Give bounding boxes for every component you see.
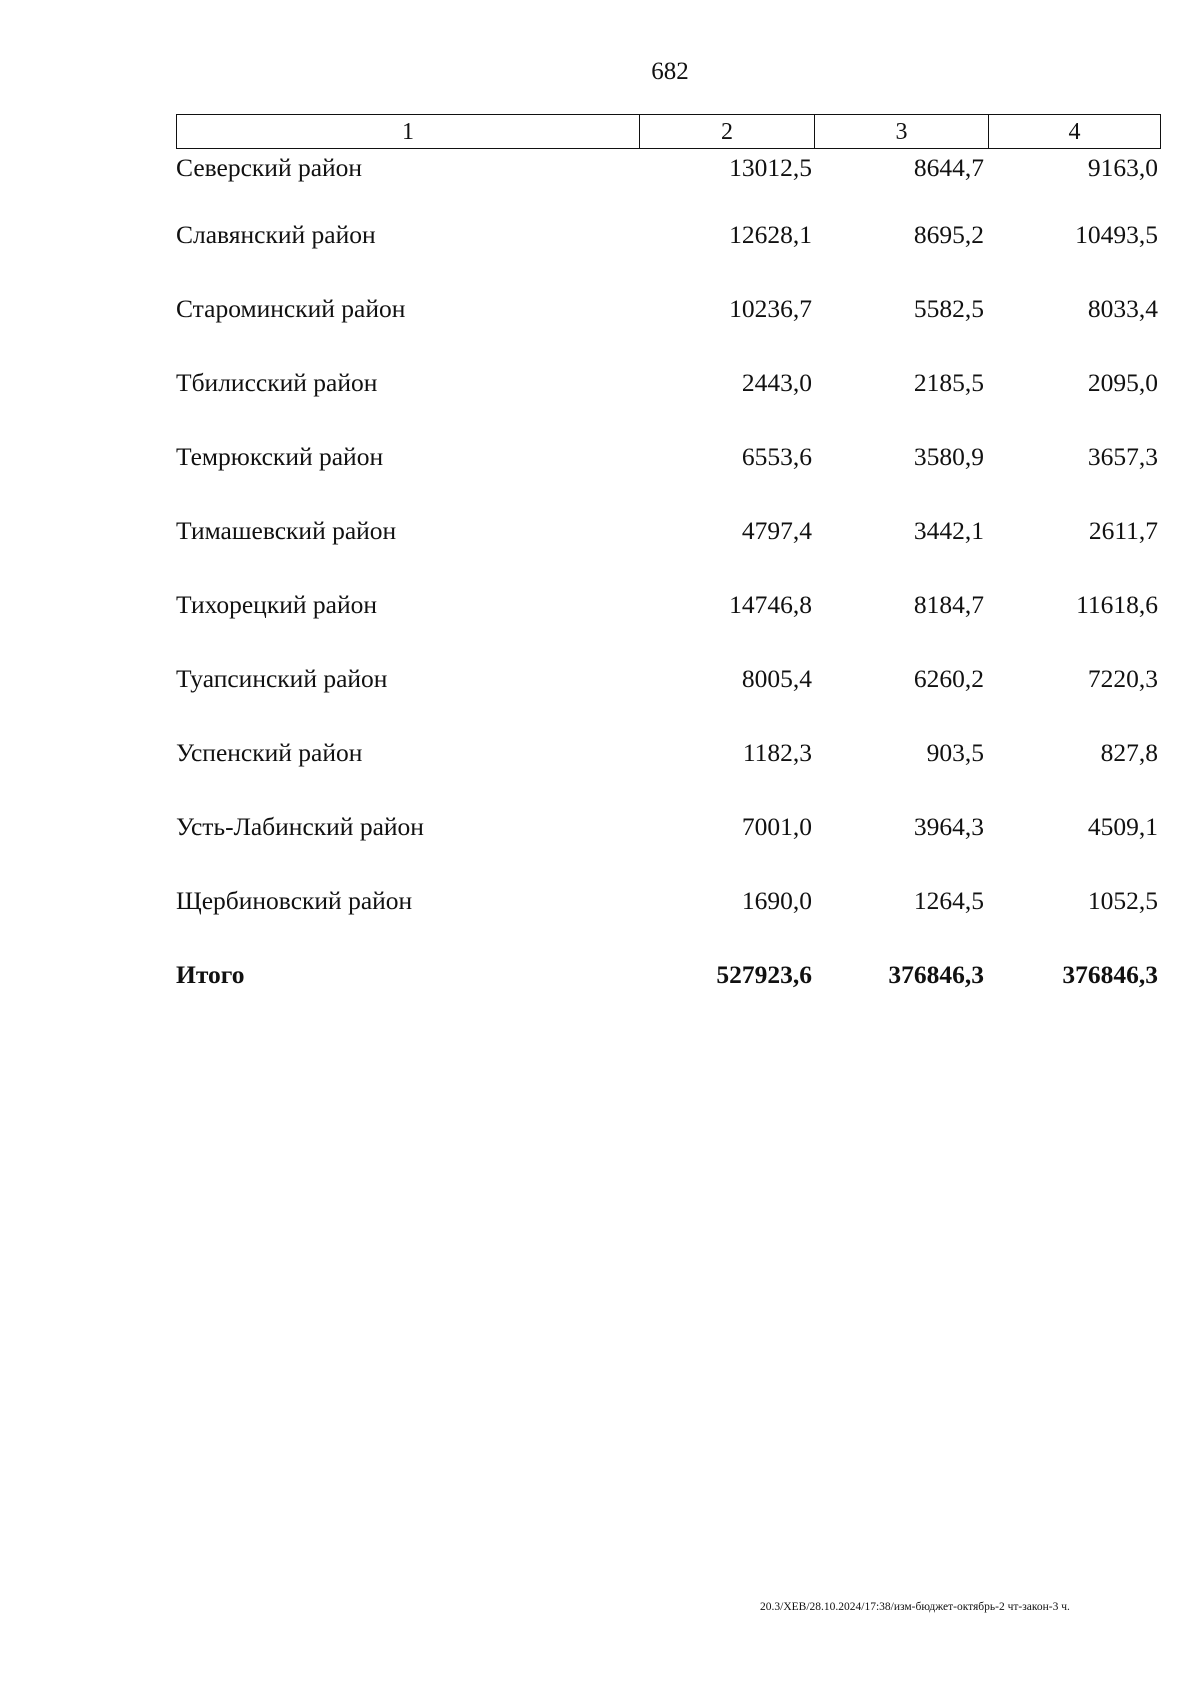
document-footer-code: 20.3/ХЕВ/28.10.2024/17:38/изм-бюджет-октябрь-2 чт-закон-3 ч.	[760, 1601, 1070, 1613]
row-value-col-4: 827,8	[1100, 738, 1158, 767]
row-value-col-3: 8695,2	[913, 220, 984, 249]
table-row	[176, 733, 1158, 773]
table-row	[176, 437, 1158, 477]
row-value-col-4: 4509,1	[1087, 812, 1158, 841]
table-row	[176, 215, 1158, 255]
row-value-col-4: 9163,0	[1087, 153, 1158, 182]
row-name: Тимашевский район	[176, 516, 397, 545]
row-value-col-2: 4797,4	[741, 516, 812, 545]
row-name: Тбилисский район	[176, 368, 378, 397]
row-value-col-4: 2095,0	[1087, 368, 1158, 397]
row-name: Северский район	[176, 153, 363, 182]
row-value-col-2: 2443,0	[741, 368, 812, 397]
row-value-col-2: 13012,5	[729, 153, 812, 182]
total-row	[176, 955, 1158, 995]
row-value-col-3: 8644,7	[913, 153, 984, 182]
row-value-col-4: 11618,6	[1076, 590, 1158, 619]
header-col-2: 2	[640, 115, 815, 149]
row-value-col-3: 5582,5	[913, 294, 984, 323]
row-name: Усть-Лабинский район	[176, 812, 424, 841]
header-col-3: 3	[815, 115, 989, 149]
total-value-col-2: 527923,6	[716, 960, 812, 989]
row-value-col-3: 903,5	[926, 738, 984, 767]
page-number: 682	[651, 58, 689, 85]
total-label: Итого	[176, 960, 245, 989]
table-row	[176, 511, 1158, 551]
row-name: Щербиновский район	[176, 886, 413, 915]
row-value-col-2: 1690,0	[741, 886, 812, 915]
table-row	[176, 148, 1158, 188]
row-value-col-3: 1264,5	[913, 886, 984, 915]
row-value-col-4: 3657,3	[1087, 442, 1158, 471]
row-value-col-3: 2185,5	[913, 368, 984, 397]
header-col-4: 4	[989, 115, 1161, 149]
row-value-col-4: 2611,7	[1088, 516, 1158, 545]
row-value-col-4: 1052,5	[1087, 886, 1158, 915]
row-value-col-3: 6260,2	[913, 664, 984, 693]
row-value-col-4: 8033,4	[1087, 294, 1158, 323]
row-value-col-2: 10236,7	[729, 294, 812, 323]
table-row	[176, 807, 1158, 847]
row-name: Темрюкский район	[176, 442, 384, 471]
row-value-col-2: 6553,6	[741, 442, 812, 471]
table-row	[176, 289, 1158, 329]
row-value-col-2: 14746,8	[729, 590, 812, 619]
row-value-col-2: 8005,4	[741, 664, 812, 693]
row-value-col-2: 1182,3	[742, 738, 812, 767]
row-value-col-3: 8184,7	[913, 590, 984, 619]
row-name: Славянский район	[176, 220, 376, 249]
table-row	[176, 881, 1158, 921]
table-row	[176, 585, 1158, 625]
total-value-col-4: 376846,3	[1062, 960, 1158, 989]
row-value-col-2: 7001,0	[741, 812, 812, 841]
row-name: Успенский район	[176, 738, 363, 767]
row-value-col-3: 3442,1	[913, 516, 984, 545]
row-value-col-4: 7220,3	[1087, 664, 1158, 693]
table-row	[176, 363, 1158, 403]
row-name: Туапсинский район	[176, 664, 388, 693]
column-number-header	[176, 114, 1161, 149]
row-value-col-4: 10493,5	[1075, 220, 1158, 249]
row-value-col-3: 3580,9	[913, 442, 984, 471]
header-col-1: 1	[177, 115, 640, 149]
total-value-col-3: 376846,3	[888, 960, 984, 989]
row-name: Староминский район	[176, 294, 406, 323]
row-value-col-2: 12628,1	[729, 220, 812, 249]
row-name: Тихорецкий район	[176, 590, 377, 619]
row-value-col-3: 3964,3	[913, 812, 984, 841]
table-row	[176, 659, 1158, 699]
